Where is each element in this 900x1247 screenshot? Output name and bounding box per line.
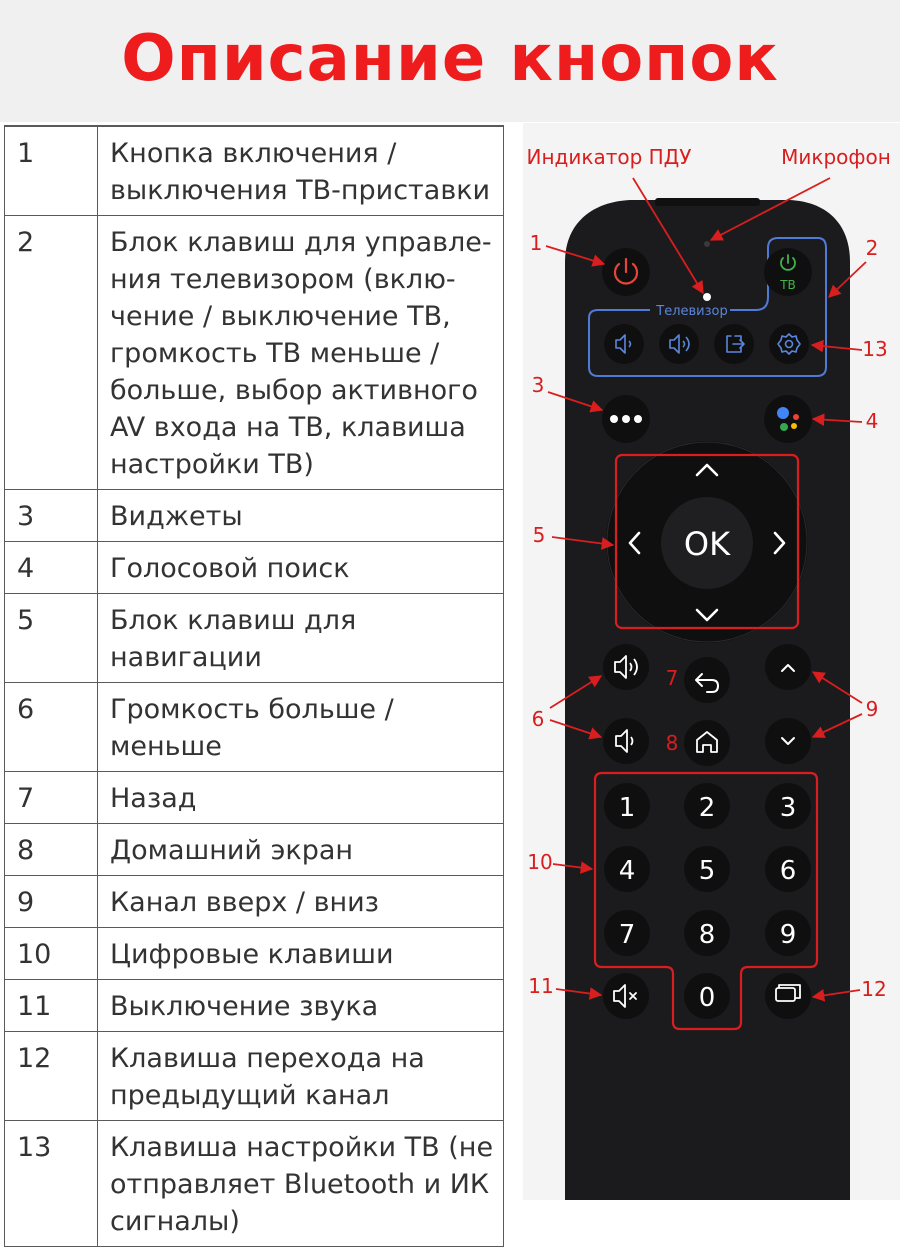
legend-number: 9 — [5, 876, 98, 928]
callout-12: 12 — [861, 977, 887, 1001]
digit-label: 7 — [618, 920, 636, 950]
digit-button-9[interactable] — [765, 910, 811, 956]
digit-button-3[interactable] — [765, 783, 811, 829]
legend-description: Домашний экран — [98, 824, 504, 876]
legend-number: 5 — [5, 594, 98, 683]
legend-number: 2 — [5, 216, 98, 490]
remote-indicator-led — [703, 293, 711, 301]
legend-number: 13 — [5, 1121, 98, 1247]
callout-6: 6 — [531, 707, 545, 731]
mute-button[interactable] — [603, 973, 649, 1019]
legend-description: Виджеты — [98, 490, 504, 542]
legend-number: 10 — [5, 928, 98, 980]
widgets-button[interactable] — [602, 395, 650, 443]
callout-1: 1 — [529, 231, 543, 255]
legend-number: 11 — [5, 980, 98, 1032]
legend-description: Голосовой поиск — [98, 542, 504, 594]
legend-number: 6 — [5, 683, 98, 772]
legend-number: 4 — [5, 542, 98, 594]
legend-number: 7 — [5, 772, 98, 824]
home-button[interactable] — [684, 720, 730, 766]
legend-number: 3 — [5, 490, 98, 542]
digit-label: 9 — [779, 920, 797, 950]
digit-button-5[interactable] — [684, 846, 730, 892]
legend-description: Клавиша перехода на предыдущий канал — [98, 1032, 504, 1121]
digit-label: 8 — [698, 920, 716, 950]
ok-label: OK — [683, 525, 731, 563]
legend-number: 12 — [5, 1032, 98, 1121]
callout-8: 8 — [665, 731, 679, 755]
callout-13: 13 — [862, 337, 888, 361]
digit-label: 3 — [779, 793, 797, 823]
tv-button-label: ТВ — [780, 278, 796, 292]
ok-button[interactable] — [661, 497, 753, 589]
tv-group-label: Телевизор — [656, 304, 728, 319]
digit-label: 1 — [618, 793, 636, 823]
legend-description: Цифровые клавиши — [98, 928, 504, 980]
channel-up-button[interactable] — [765, 644, 811, 690]
tv-power-button[interactable] — [764, 248, 812, 296]
callout-4: 4 — [865, 409, 879, 433]
digit-button-7[interactable] — [604, 910, 650, 956]
legend-description: Блок клавиш для навигации — [98, 594, 504, 683]
legend-description: Канал вверх / вниз — [98, 876, 504, 928]
microphone-hole — [704, 241, 710, 247]
digit-label: 4 — [618, 856, 636, 886]
tv-input-button[interactable] — [714, 324, 754, 364]
callout-10: 10 — [527, 850, 553, 874]
callout-11: 11 — [528, 974, 554, 998]
digit-button-1[interactable] — [604, 783, 650, 829]
legend-description: Блок клавиш для управле-ния телевизором (вклю-чение / выключение ТВ, громкость ТВ меньше / больше, выбор активного AV входа на ТВ, клавиша настройки ТВ) — [98, 216, 504, 490]
back-button[interactable] — [684, 657, 730, 703]
digit-button-8[interactable] — [684, 910, 730, 956]
digit-button-0[interactable] — [684, 973, 730, 1019]
previous-channel-button[interactable] — [765, 973, 811, 1019]
callout-3: 3 — [531, 373, 545, 397]
callout-7: 7 — [665, 666, 679, 690]
power-button[interactable] — [602, 248, 650, 296]
more-icon — [610, 415, 642, 423]
legend-description: Назад — [98, 772, 504, 824]
volume-down-button[interactable] — [603, 718, 649, 764]
page-title: Описание кнопок — [121, 22, 779, 96]
volume-up-button[interactable] — [603, 644, 649, 690]
digit-button-4[interactable] — [604, 846, 650, 892]
callout-5: 5 — [532, 523, 546, 547]
callout-9: 9 — [865, 697, 879, 721]
legend-description: Громкость больше / меньше — [98, 683, 504, 772]
digit-label: 6 — [779, 856, 797, 886]
callout-2: 2 — [865, 236, 879, 260]
remote-top-edge — [655, 198, 760, 206]
legend-description: Кнопка включения / выключения ТВ-приставки — [98, 126, 504, 216]
legend-number: 1 — [5, 126, 98, 216]
tv-settings-button[interactable] — [769, 324, 809, 364]
channel-down-button[interactable] — [765, 718, 811, 764]
legend-description: Выключение звука — [98, 980, 504, 1032]
legend-number: 8 — [5, 824, 98, 876]
digit-button-6[interactable] — [765, 846, 811, 892]
indicator-callout-label: Индикатор ПДУ — [526, 145, 692, 169]
microphone-callout-label: Микрофон — [781, 145, 891, 169]
digit-button-2[interactable] — [684, 783, 730, 829]
digit-label: 0 — [698, 983, 716, 1013]
legend-description: Клавиша настройки ТВ (не отправляет Bluetooth и ИК сигналы) — [98, 1121, 504, 1247]
voice-search-button[interactable] — [764, 395, 812, 443]
tv-volume-down-button[interactable] — [604, 324, 644, 364]
tv-volume-up-button[interactable] — [659, 324, 699, 364]
digit-label: 5 — [698, 856, 716, 886]
digit-label: 2 — [698, 793, 716, 823]
